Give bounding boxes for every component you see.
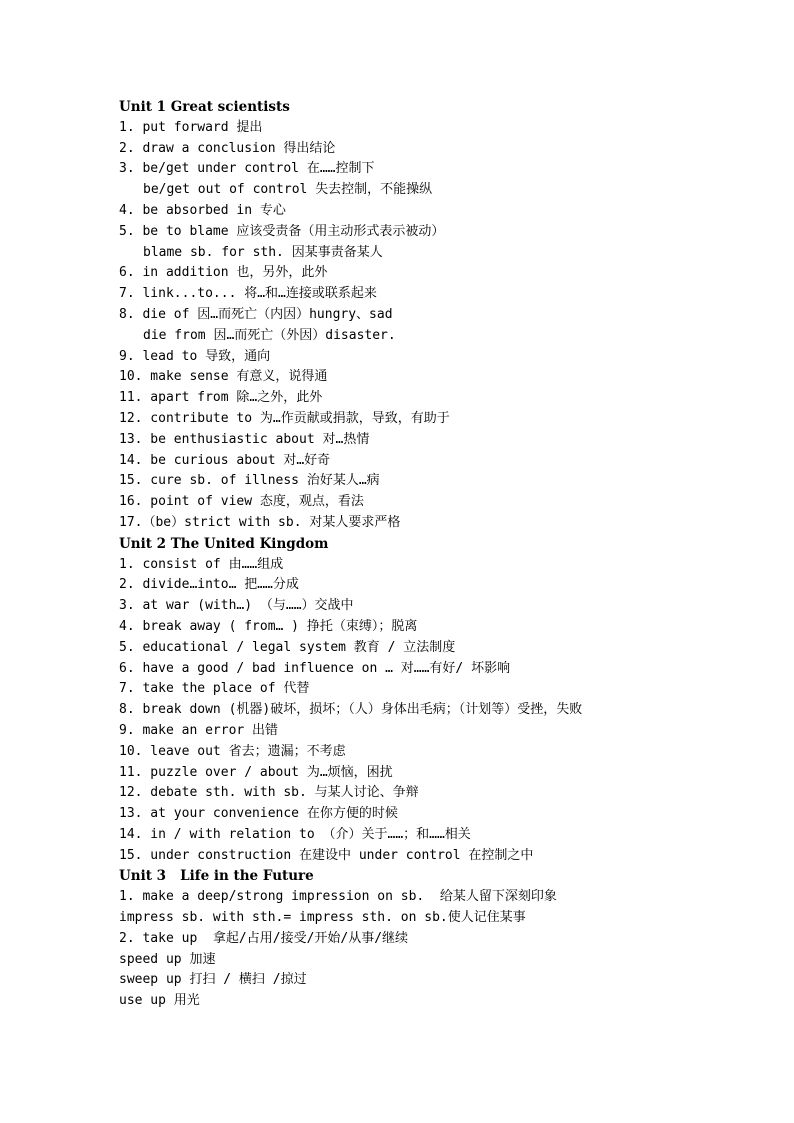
unit-section-1 <box>119 97 759 534</box>
unit-heading: Unit 1 Great scientists <box>119 99 290 115</box>
phrase-line: 4. be absorbed in 专心 <box>119 202 286 218</box>
phrase-line: 5. educational / legal system 教育 / 立法制度 <box>119 639 456 655</box>
phrase-line: 8. break down (机器)破坏，损坏；（人）身体出毛病；（计划等）受挫，失败 <box>119 702 583 718</box>
unit-section-2 <box>119 534 759 867</box>
phrase-line: 1. make a deep/strong impression on sb. 给某人留下深刻印象 <box>119 889 557 905</box>
phrase-line: impress sb. with sth.= impress sth. on sb.使人记住某事 <box>119 910 526 926</box>
phrase-line: 1. put forward 提出 <box>119 119 263 135</box>
phrase-line: 2. divide…into… 把……分成 <box>119 577 299 593</box>
phrase-line: 14. be curious about 对…好奇 <box>119 452 331 468</box>
phrase-line: 7. link...to... 将…和…连接或联系起来 <box>119 286 377 302</box>
phrase-line: blame sb. for sth. 因某事责备某人 <box>143 244 383 260</box>
phrase-line: 3. at war (with…) （与……）交战中 <box>119 598 354 614</box>
phrase-line: 15. cure sb. of illness 治好某人…病 <box>119 473 380 489</box>
phrase-line: 12. contribute to 为…作贡献或捐款，导致，有助于 <box>119 410 450 426</box>
unit-heading: Unit 3 Life in the Future <box>119 868 314 885</box>
phrase-line: 16. point of view 态度，观点，看法 <box>119 494 364 510</box>
phrase-line: 5. be to blame 应该受责备（用主动形式表示被动） <box>119 223 445 239</box>
phrase-line: 13. at your convenience 在你方便的时候 <box>119 806 398 822</box>
phrase-line: 10. make sense 有意义，说得通 <box>119 369 328 385</box>
phrase-line: 8. die of 因…而死亡（内因）hungry、sad <box>119 306 393 322</box>
phrase-line: 2. draw a conclusion 得出结论 <box>119 140 336 156</box>
phrase-line: 1. consist of 由……组成 <box>119 556 284 572</box>
phrase-line: 6. have a good / bad influence on … 对……有好/ 坏影响 <box>119 660 511 676</box>
phrase-line: 13. be enthusiastic about 对…热情 <box>119 431 370 447</box>
phrase-line: 10. leave out 省去；遗漏；不考虑 <box>119 743 346 759</box>
phrase-line: be/get out of control 失去控制，不能操纵 <box>143 182 433 198</box>
phrase-line: 11. puzzle over / about 为…烦恼，困扰 <box>119 764 393 780</box>
phrase-line: 4. break away ( from… ) 挣托（束缚）；脱离 <box>119 618 418 634</box>
phrase-line: 6. in addition 也，另外，此外 <box>119 265 328 281</box>
phrase-line: 3. be/get under control 在……控制下 <box>119 161 375 177</box>
phrase-line: 7. take the place of 代替 <box>119 681 310 697</box>
phrase-line: die from 因…而死亡（外因）disaster. <box>143 327 396 343</box>
unit-heading: Unit 2 The United Kingdom <box>119 535 329 552</box>
phrase-line: 15. under construction 在建设中 under control 在控制之中 <box>119 847 534 863</box>
phrase-line: 11. apart from 除…之外，此外 <box>119 390 323 406</box>
phrase-line: use up 用光 <box>119 993 200 1009</box>
phrase-line: 9. make an error 出错 <box>119 722 279 738</box>
phrase-line: speed up 加速 <box>119 951 216 967</box>
phrase-line: 12. debate sth. with sb. 与某人讨论、争辩 <box>119 785 419 801</box>
phrase-line: sweep up 打扫 / 横扫 /掠过 <box>119 972 307 988</box>
phrase-line: 9. lead to 导致，通向 <box>119 348 271 364</box>
document-page <box>119 97 759 1012</box>
unit-section-3 <box>119 866 759 1012</box>
phrase-line: 14. in / with relation to （介）关于……；和……相关 <box>119 826 471 842</box>
phrase-line: 17.（be）strict with sb. 对某人要求严格 <box>119 514 401 530</box>
phrase-line: 2. take up 拿起/占用/接受/开始/从事/继续 <box>119 930 409 946</box>
